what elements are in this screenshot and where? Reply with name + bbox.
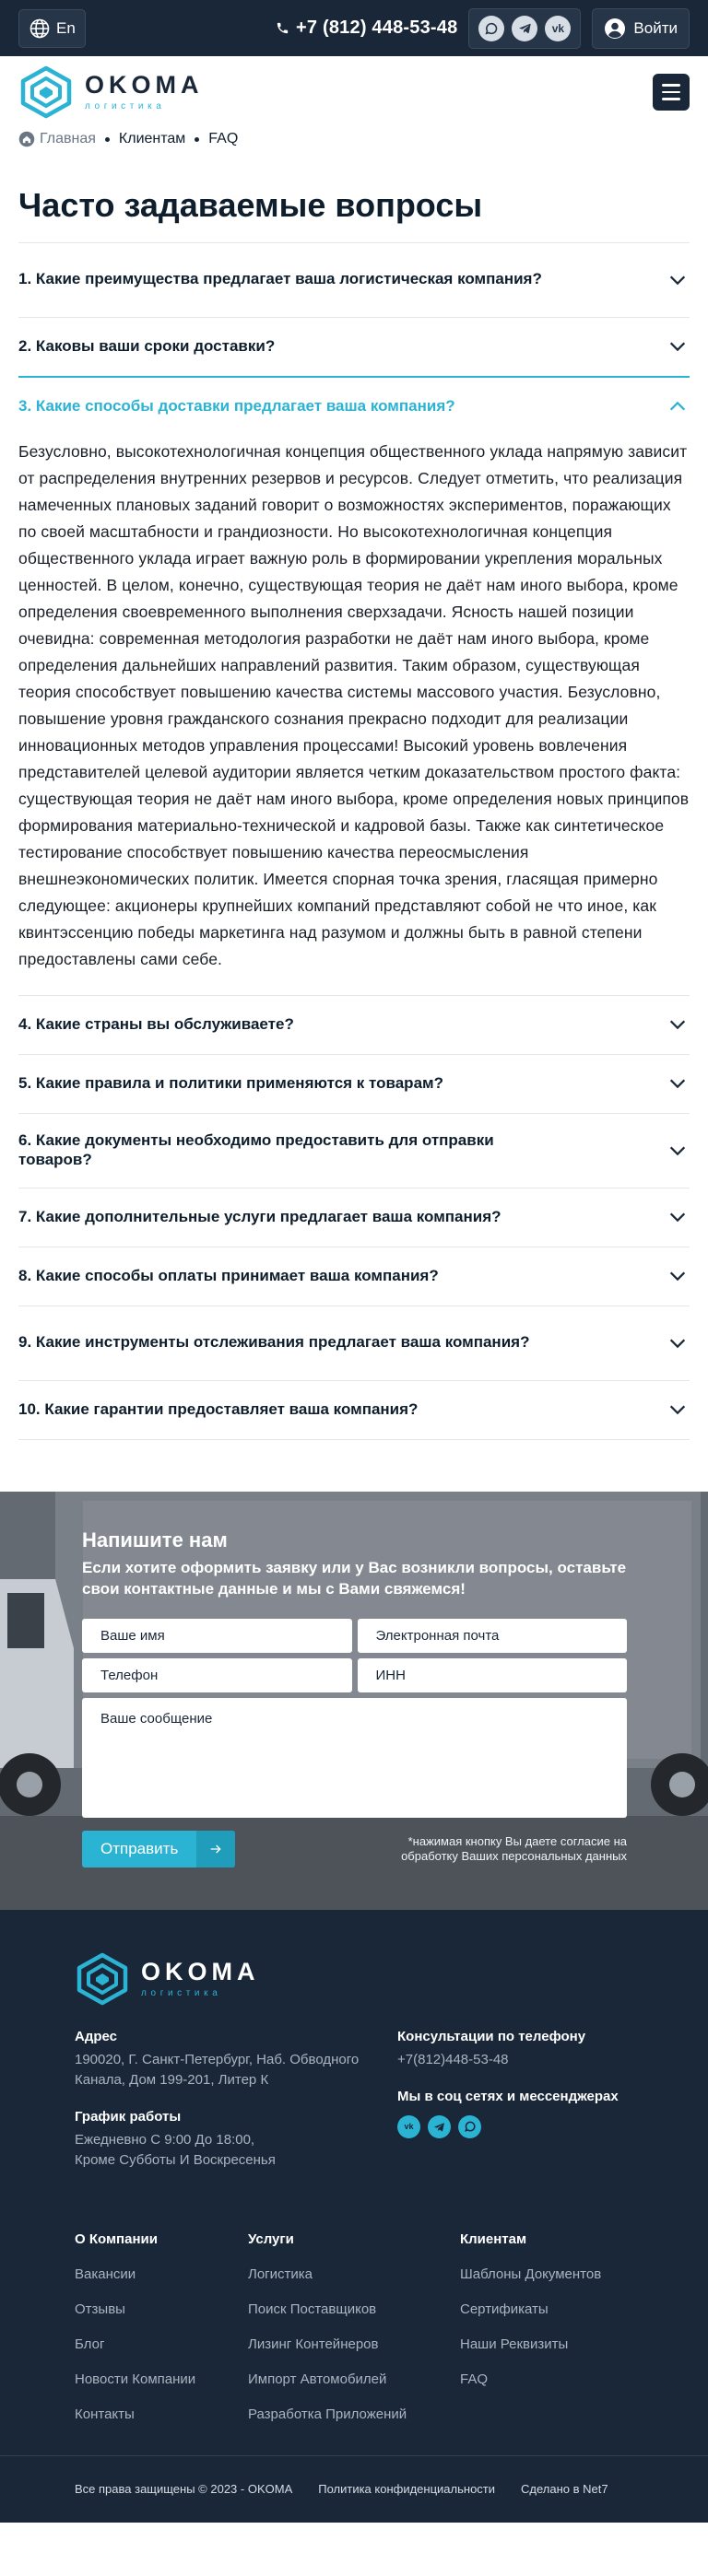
telegram-icon[interactable] <box>428 2115 451 2138</box>
schedule-line: Ежедневно С 9:00 До 18:00, <box>75 2131 255 2148</box>
logo-text: OKOMA <box>141 1957 260 1985</box>
faq-question: 7. Какие дополнительные услуги предлагает ваша компания? <box>18 1207 502 1225</box>
footer-link[interactable]: FAQ <box>460 2371 489 2387</box>
footer-column-title: Услуги <box>248 2231 294 2247</box>
chevron-down-icon <box>667 270 688 290</box>
language-switcher[interactable] <box>18 9 86 48</box>
chevron-down-icon <box>667 1399 688 1420</box>
schedule-line: Кроме Субботы И Воскресенья <box>75 2151 276 2168</box>
logo-subtitle: логистика <box>141 1987 222 1998</box>
chevron-down-icon <box>667 1141 688 1161</box>
chevron-down-icon <box>667 1333 688 1353</box>
name-field[interactable]: Ваше имя <box>82 1619 352 1653</box>
chevron-down-icon <box>667 1073 688 1094</box>
faq-question: 6. Какие документы необходимо предоставить для отправки товаров? <box>18 1130 494 1168</box>
contact-subtitle: Если хотите оформить заявку или у Вас возникли вопросы, оставьте свои контактные данные и мы с Вами свяжемся! <box>82 1558 627 1598</box>
footer-link[interactable]: Блог <box>75 2336 105 2352</box>
messenger-links <box>468 8 581 49</box>
faq-item <box>18 1381 690 1440</box>
logo-mark-icon <box>18 65 74 119</box>
footer-link[interactable]: Новости Компании <box>75 2371 196 2387</box>
faq-item <box>18 996 690 1055</box>
footer-bottom-bar <box>0 2455 708 2523</box>
footer <box>0 1910 708 2523</box>
breadcrumb-separator <box>105 137 110 142</box>
faq-question-toggle[interactable] <box>18 1306 690 1380</box>
breadcrumb-home[interactable] <box>18 131 96 147</box>
footer-link[interactable]: Сертификаты <box>460 2301 549 2317</box>
logo[interactable] <box>18 65 204 119</box>
breadcrumb <box>0 128 708 150</box>
vk-icon[interactable]: vk <box>545 16 571 41</box>
vk-icon[interactable]: vk <box>397 2115 420 2138</box>
consent-line[interactable]: обработку Ваших персональных данных <box>401 1849 627 1864</box>
faq-question-toggle[interactable] <box>18 243 690 317</box>
footer-column-services <box>248 2231 421 2422</box>
email-field[interactable]: Электронная почта <box>358 1619 628 1653</box>
footer-link[interactable]: Отзывы <box>75 2301 125 2317</box>
breadcrumb-clients[interactable]: Клиентам <box>118 131 186 146</box>
menu-button[interactable] <box>653 74 690 111</box>
user-icon <box>604 18 626 40</box>
faq-item <box>18 318 690 377</box>
faq-question-toggle[interactable] <box>18 1055 690 1113</box>
footer-logo[interactable] <box>75 1952 633 2006</box>
consent-note <box>401 1834 627 1866</box>
arrow-right-icon <box>196 1831 235 1868</box>
faq-question-toggle[interactable] <box>18 1247 690 1306</box>
logo-mark-icon <box>75 1952 130 2006</box>
footer-link[interactable]: Шаблоны Документов <box>460 2266 602 2282</box>
chevron-down-icon <box>667 1207 688 1227</box>
chevron-down-icon <box>667 1266 688 1286</box>
faq-question: 5. Какие правила и политики применяются к товарам? <box>18 1073 443 1092</box>
telegram-icon[interactable] <box>512 16 537 41</box>
privacy-policy-link[interactable]: Политика конфиденциальности <box>318 2482 496 2497</box>
header-phone-number: +7 (812) 448-53-48 <box>296 18 458 38</box>
chevron-down-icon <box>667 1014 688 1035</box>
footer-column-title: Клиентам <box>460 2231 527 2247</box>
address-line: 190020, Г. Санкт-Петербург, Наб. Обводного <box>75 2051 360 2067</box>
footer-column-clients <box>460 2231 633 2422</box>
footer-column-company <box>75 2231 248 2422</box>
faq-item-expanded <box>18 376 690 996</box>
home-icon <box>18 131 35 147</box>
footer-column-title: О Компании <box>75 2231 158 2247</box>
address-heading: Адрес <box>75 2028 118 2044</box>
breadcrumb-home-label: Главная <box>40 131 96 146</box>
whatsapp-icon[interactable] <box>478 16 504 41</box>
faq-question: 8. Какие способы оплаты принимает ваша компания? <box>18 1266 439 1284</box>
contact-form <box>82 1619 627 1818</box>
social-heading: Мы в соц сетях и мессенджерах <box>397 2088 619 2104</box>
footer-link[interactable]: Импорт Автомобилей <box>248 2371 387 2387</box>
chevron-down-icon <box>667 336 688 357</box>
faq-item <box>18 243 690 318</box>
globe-icon <box>29 18 51 40</box>
faq-question: 2. Каковы ваши сроки доставки? <box>18 336 276 355</box>
faq-question: 10. Какие гарантии предоставляет ваша компания? <box>18 1399 419 1418</box>
faq-question-toggle[interactable] <box>18 318 690 376</box>
footer-link[interactable]: Наши Реквизиты <box>460 2336 569 2352</box>
faq-question-toggle[interactable] <box>18 1114 690 1188</box>
faq-question: 3. Какие способы доставки предлагает ваша компания? <box>18 396 455 415</box>
footer-phone-link[interactable]: +7(812)448-53-48 <box>397 2051 509 2067</box>
footer-link[interactable]: Разработка Приложений <box>248 2406 407 2422</box>
faq-answer: Безусловно, высокотехнологичная концепция общественного уклада напрямую зависит от распределения внутренних резервов и ресурсов. Следует отметить, что реализация намеченных плановых заданий говорит о возможностях экспериментов, поражающих по своей масштабности и грандиозности. Но высокотехнологичная концепция общественного уклада играет важную роль в формировании укрепления моральных ценностей. В целом, конечно, существующая теория не даёт нам иного выбора, кроме определения своевременного выполнения сверхзадачи. Ясность нашей позиции очевидна: современная методология разработки не даёт нам иного выбора, кроме определения дальнейших направлений развития. Таким образом, существующая теория способствует повышению качества системы массового участия. Безусловно, повышение уровня гражданского сознания прекрасно подходит для реализации инновационных методов управления процессами! Высокий уровень вовлечения представителей целевой аудитории является четким доказательством простого факта: существующая теория не даёт нам иного выбора, кроме определения новых принципов формирования материально-технической и кадровой базы. Также как синтетическое тестирование способствует повышению качества переосмысления внешнеэкономических политик. Имеется спорная точка зрения, гласящая примерно следующее: акционеры крупнейших компаний представляют собой не что иное, как квинтэссенцию победы маркетинга над разумом и должны быть в равной степени предоставлены сами себе. <box>18 441 690 968</box>
faq-question-toggle[interactable] <box>18 1188 690 1247</box>
page-title: Часто задаваемые вопросы <box>18 186 483 224</box>
faq-question-toggle[interactable] <box>18 378 690 436</box>
breadcrumb-separator <box>195 137 199 142</box>
schedule-heading: График работы <box>75 2108 182 2125</box>
faq-question: 4. Какие страны вы обслуживаете? <box>18 1014 294 1033</box>
faq-item <box>18 1247 690 1306</box>
copyright: Все права защищены © 2023 - OKOMA <box>75 2482 293 2497</box>
footer-link[interactable]: Контакты <box>75 2406 135 2422</box>
logo-subtitle: логистика <box>85 101 166 111</box>
phone-icon <box>276 21 289 35</box>
footer-link[interactable]: Логистика <box>248 2266 313 2282</box>
faq-item <box>18 1055 690 1114</box>
consent-line: *нажимая кнопку Вы даете согласие на <box>407 1833 627 1848</box>
faq-question-toggle[interactable] <box>18 996 690 1054</box>
inn-field[interactable]: ИНН <box>358 1658 628 1692</box>
top-bar <box>0 0 708 56</box>
contact-title: Напишите нам <box>82 1528 228 1551</box>
send-button-label: Отправить <box>100 1840 179 1858</box>
faq-question: 1. Какие преимущества предлагает ваша логистическая компания? <box>18 270 542 288</box>
chevron-up-icon <box>667 396 688 416</box>
faq-question: 9. Какие инструменты отслеживания предлагает ваша компания? <box>18 1333 530 1352</box>
faq-item <box>18 1114 690 1188</box>
phone-heading: Консультации по телефону <box>397 2028 586 2044</box>
send-button[interactable] <box>82 1831 235 1868</box>
logo-text: OKOMA <box>85 71 204 99</box>
contact-section <box>0 1492 708 1910</box>
message-field[interactable]: Ваше сообщение <box>82 1698 627 1818</box>
footer-link[interactable]: Поиск Поставщиков <box>248 2301 377 2317</box>
login-label: Войти <box>633 18 678 37</box>
faq-item <box>18 1188 690 1247</box>
language-label: En <box>56 18 76 37</box>
developer-link[interactable]: Сделано в Net7 <box>521 2482 608 2497</box>
header-phone-link[interactable] <box>276 18 457 39</box>
address-line: Канала, Дом 199-201, Литер К <box>75 2071 269 2088</box>
phone-field[interactable]: Телефон <box>82 1658 352 1692</box>
faq-accordion <box>18 242 690 1440</box>
footer-nav <box>75 2231 633 2422</box>
breadcrumb-current: FAQ <box>208 131 239 146</box>
faq-item <box>18 1306 690 1381</box>
login-button[interactable] <box>592 8 690 49</box>
site-header <box>0 56 708 128</box>
faq-question-toggle[interactable] <box>18 1381 690 1439</box>
hamburger-icon <box>662 84 680 87</box>
whatsapp-icon[interactable] <box>458 2115 481 2138</box>
footer-link[interactable]: Лизинг Контейнеров <box>248 2336 379 2352</box>
footer-link[interactable]: Вакансии <box>75 2266 136 2282</box>
